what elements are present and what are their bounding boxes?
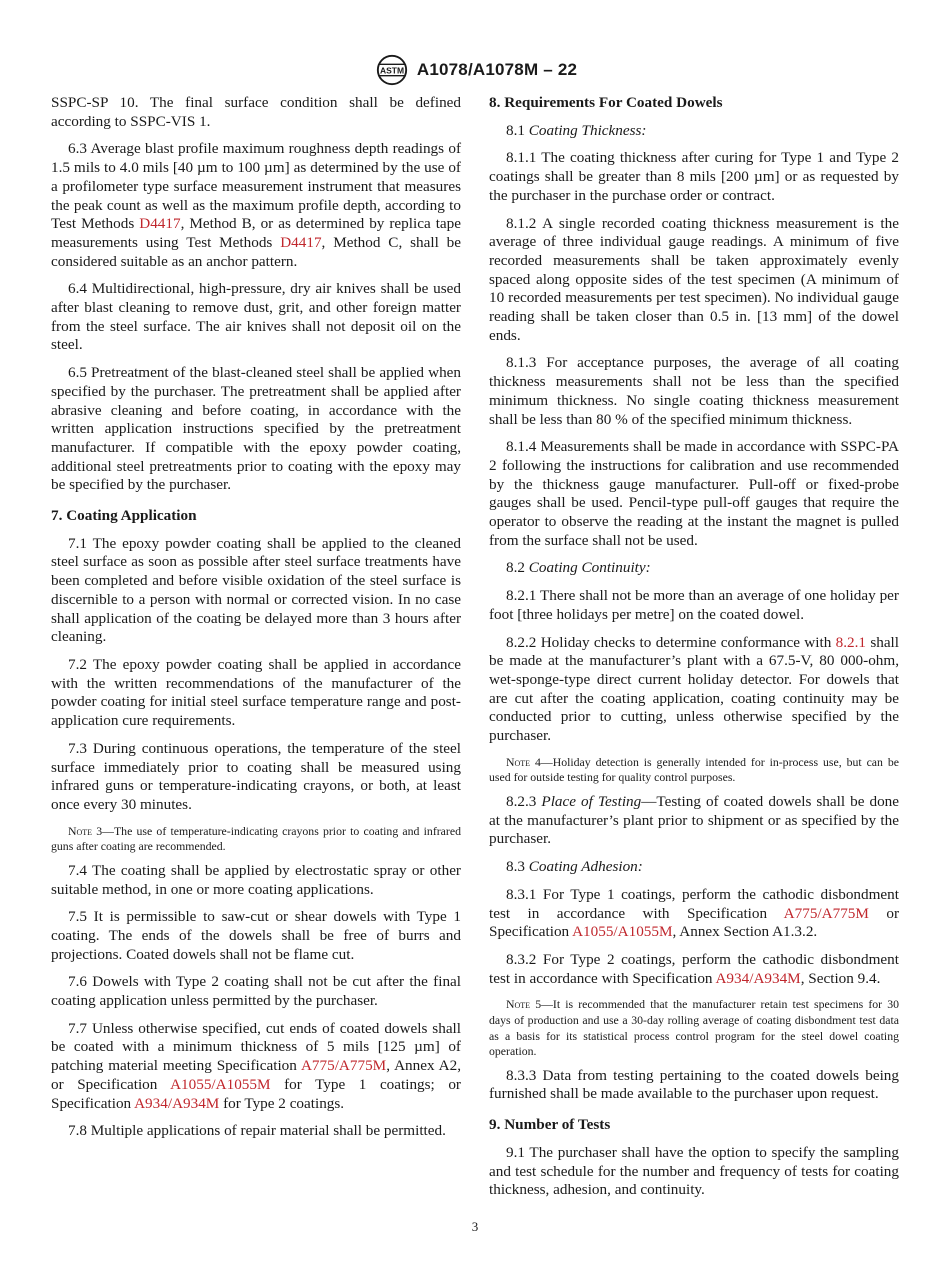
ref-link-d4417[interactable]: D4417	[139, 215, 181, 233]
svg-text:ASTM: ASTM	[379, 65, 404, 76]
paragraph-6-3: 6.3 Average blast profile maximum roughness depth readings of 1.5 mils to 4.0 mils [40 µm to 100 µm] as determined by the use of a profilometer type surface measurement instrument that measures the peak count as well as the maximum profile depth, according to Test Methods D4417, Method B, or as determined by replica tape measurements using Test Methods D4417, Method C, shall be considered suitable as an anchor pattern.	[51, 140, 461, 270]
ref-link-a934[interactable]: A934/A934M	[134, 1094, 220, 1112]
section-heading-8: 8. Requirements For Coated Dowels	[489, 94, 723, 111]
astm-logo-icon	[373, 53, 411, 87]
ref-link-d4417[interactable]: D4417	[280, 233, 322, 251]
paragraph-7-1: 7.1 The epoxy powder coating shall be applied to the cleaned steel surface as soon as possible after steel surface treatments have been completed and before visible oxidation of the steel surface is discernible to a person with normal or corrected vision. In no case shall application of the coating be delayed more than 3 hours after cleaning.	[51, 534, 461, 646]
paragraph-8-1-1: 8.1.1 The coating thickness after curing for Type 1 and Type 2 coatings shall be greater than 8 mils [200 µm] or as requested by the purchaser in the purchase order or contract.	[489, 149, 899, 204]
note-3: Note 3—The use of temperature-indicating crayons prior to coating and infrared guns after coating are recommended.	[51, 823, 461, 854]
paragraph-7-2: 7.2 The epoxy powder coating shall be applied in accordance with the written recommendations of the manufacturer of the powder coating for initial steel surface temperature range and post-application cure requirements.	[51, 655, 461, 730]
paragraph-8-3-1: 8.3.1 For Type 1 coatings, perform the cathodic disbondment test in accordance with Specification A775/A775M or Specification A1055/A1055M, Annex Section A1.3.2.	[489, 885, 899, 941]
section-heading-7: 7. Coating Application	[51, 507, 197, 525]
ref-link-a1055[interactable]: A1055/A1055M	[572, 923, 673, 941]
section-heading-9: 9. Number of Tests	[489, 1116, 611, 1134]
paragraph-7-8: 7.8 Multiple applications of repair material shall be permitted.	[68, 1122, 446, 1140]
paragraph-8-2-1: 8.2.1 There shall not be more than an average of one holiday per foot [three holidays per metre] on the coated dowel.	[489, 587, 899, 623]
paragraph-8-3-3: 8.3.3 Data from testing pertaining to the coated dowels being furnished shall be made available to the purchaser upon request.	[489, 1066, 899, 1103]
page-number: 3	[471, 1219, 479, 1234]
paragraph-7-6: 7.6 Dowels with Type 2 coating shall not be cut after the final coating application unless permitted by the purchaser.	[51, 973, 461, 1010]
paragraph-8-1-2: 8.1.2 A single recorded coating thickness measurement is the average of three individual gauge readings. A minimum of five recorded measurements shall be taken approximately evenly spaced along opposite sides of the test specimen (A minimum of 10 recorded measurements per test specimen). No individual gauge reading shall be taken closer than 0.5 in. [13 mm] of the dowel ends.	[489, 214, 899, 344]
paragraph-9-1: 9.1 The purchaser shall have the option to specify the sampling and test schedule for the number and frequency of tests for coating thickness, adhesion, and continuity.	[489, 1143, 899, 1199]
paragraph-8-1: 8.1 Coating Thickness:	[506, 121, 647, 139]
note-5: Note 5—It is recommended that the manufacturer retain test specimens for 30 days of production and use a 30-day rolling average of coating disbondment test data as a basis for its statistical process control program for the steel dowel coating operation.	[489, 997, 900, 1059]
paragraph-8-3: 8.3 Coating Adhesion:	[506, 858, 643, 876]
paragraph-8-2-3: 8.2.3 Place of Testing—Testing of coated dowels shall be done at the manufacturer’s plant prior to shipment or as specified by the purchaser.	[489, 792, 900, 848]
page-header	[0, 52, 950, 88]
ref-link-a1055[interactable]: A1055/A1055M	[170, 1075, 271, 1093]
paragraph-7-7: 7.7 Unless otherwise specified, cut ends of coated dowels shall be coated with a minimum thickness of 5 mils [125 µm] of patching material meeting Specification A775/A775M, Annex A2, or Specification A1055/A1055M for Type 1 coatings; or Specification A934/A934M for Type 2 coatings.	[51, 1019, 461, 1112]
paragraph-8-2-2: 8.2.2 Holiday checks to determine conformance with 8.2.1 shall be made at the manufacturer’s plant with a 67.5-V, 80 000-ohm, wet-sponge-type direct current holiday detector. For dowels that are cut after the coating application, coating continuity may be conducted prior to cutting, unless otherwise specified by the purchaser.	[489, 633, 899, 745]
paragraph-6-2-continued: SSPC-SP 10. The final surface condition shall be defined according to SSPC-VIS 1.	[51, 94, 461, 130]
paragraph-7-4: 7.4 The coating shall be applied by electrostatic spray or other suitable method, in one or more coating applications.	[51, 861, 461, 898]
ref-link-a775[interactable]: A775/A775M	[300, 1057, 387, 1075]
paragraph-7-5: 7.5 It is permissible to saw-cut or shear dowels with Type 1 coating. The ends of the dowels shall be free of burrs and projections. Coated dowels shall not be flame cut.	[51, 908, 461, 963]
paragraph-7-3: 7.3 During continuous operations, the temperature of the steel surface immediately prior to coating shall be measured using infrared guns or temperature-indicating crayons, or both, at least once every 30 minutes.	[51, 739, 461, 813]
paragraph-6-5: 6.5 Pretreatment of the blast-cleaned steel shall be applied when specified by the purchaser. The pretreatment shall be applied after abrasive cleaning and before coating, in accordance with the written application instructions specified by the pretreatment manufacturer. If compatible with the epoxy powder coating, additional steel pretreatments prior to coating with the epoxy may be specified by the purchaser.	[51, 364, 461, 494]
paragraph-6-4: 6.4 Multidirectional, high-pressure, dry air knives shall be used after blast cleaning to remove dust, grit, and other foreign matter from the steel surface. The air knives shall not deposit oil on the steel.	[51, 280, 461, 354]
note-4: Note 4—Holiday detection is generally intended for in-process use, but can be used for outside testing for quality control purposes.	[489, 754, 899, 785]
paragraph-8-1-3: 8.1.3 For acceptance purposes, the average of all coating thickness measurements shall not be less than the specified minimum thickness. No single coating thickness measurement shall be less than 80 % of the specified minimum thickness.	[489, 354, 899, 428]
right-column	[489, 94, 899, 1209]
paragraph-8-3-2: 8.3.2 For Type 2 coatings, perform the cathodic disbondment test in accordance with Specification A934/A934M, Section 9.4.	[489, 950, 899, 987]
left-column	[51, 94, 461, 1150]
ref-link-a775[interactable]: A775/A775M	[783, 904, 869, 922]
ref-link-a934[interactable]: A934/A934M	[715, 969, 801, 987]
paragraph-8-2: 8.2 Coating Continuity:	[506, 559, 651, 577]
paragraph-8-1-4: 8.1.4 Measurements shall be made in accordance with SSPC-PA 2 following the instructions for calibration and use recommended by the thickness gauge manufacturer. Pull-off or fixed-probe gauges shall be used. Pencil-type pull-off gauges that require the operator to observe the reading at the instant the magnet is pulled from the surface shall not be used.	[489, 438, 899, 549]
document-designation: A1078/A1078M – 22	[416, 60, 578, 79]
ref-link-8-2-1[interactable]: 8.2.1	[835, 633, 866, 651]
